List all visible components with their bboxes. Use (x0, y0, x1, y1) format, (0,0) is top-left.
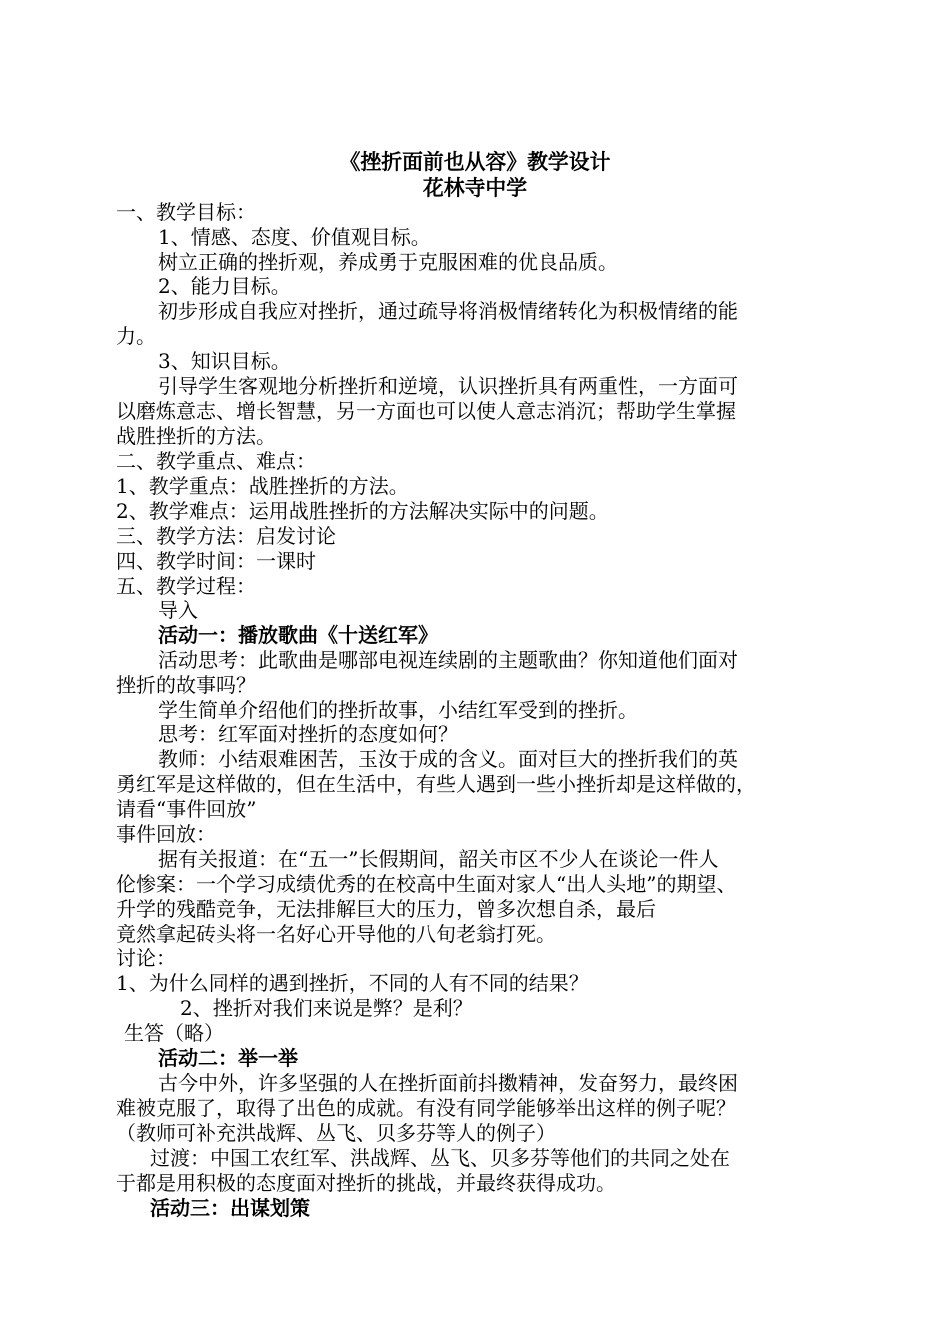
paragraph-line: 讨论： (116, 946, 176, 970)
activity-heading: 活动三：出谋划策 (150, 1196, 310, 1220)
document-title: 《挫折面前也从容》教学设计 (339, 150, 611, 174)
paragraph-line: 难被克服了，取得了出色的成就。有没有同学能够举出这样的例子呢？ (116, 1096, 736, 1120)
paragraph-line: 引导学生客观地分析挫折和逆境，认识挫折具有两重性，一方面可 (158, 374, 738, 398)
paragraph-line: 导入 (158, 598, 198, 622)
section-heading: 五、教学过程： (116, 574, 256, 598)
paragraph-line: 升学的残酷竞争，无法排解巨大的压力，曾多次想自杀，最后 (116, 897, 656, 921)
school-name: 花林寺中学 (422, 176, 528, 200)
paragraph-line: 战胜挫折的方法。 (116, 424, 276, 448)
paragraph-line: 2、挫折对我们来说是弊？是利？ (180, 996, 473, 1020)
paragraph-line: 1、教学重点：战胜挫折的方法。 (116, 474, 409, 498)
paragraph-line: （教师可补充洪战辉、丛飞、贝多芬等人的例子） (116, 1121, 556, 1145)
paragraph-line: 竟然拿起砖头将一名好心开导他的八旬老翁打死。 (116, 922, 556, 946)
section-heading: 一、教学目标： (116, 200, 256, 224)
paragraph-line: 思考：红军面对挫折的态度如何？ (158, 722, 458, 746)
paragraph-line: 过渡：中国工农红军、洪战辉、丛飞、贝多芬等他们的共同之处在 (150, 1146, 730, 1170)
paragraph-line: 1、为什么同样的遇到挫折，不同的人有不同的结果？ (116, 971, 589, 995)
paragraph-line: 伦惨案：一个学习成绩优秀的在校高中生面对家人“出人头地”的期望、 (116, 872, 737, 896)
paragraph-line: 勇红军是这样做的，但在生活中，有些人遇到一些小挫折却是这样做的， (116, 772, 756, 796)
paragraph-line: 请看“事件回放” (116, 797, 257, 821)
paragraph-line: 力。 (116, 324, 156, 348)
sub-heading: 1、情感、态度、价值观目标。 (158, 225, 431, 249)
paragraph-line: 2、教学难点：运用战胜挫折的方法解决实际中的问题。 (116, 499, 609, 523)
paragraph-line: 生答（略） (124, 1021, 224, 1045)
section-heading: 二、教学重点、难点： (116, 449, 316, 473)
section-heading: 四、教学时间：一课时 (116, 549, 316, 573)
paragraph-line: 事件回放： (116, 822, 216, 846)
sub-heading: 3、知识目标。 (158, 349, 291, 373)
paragraph-line: 树立正确的挫折观，养成勇于克服困难的优良品质。 (158, 250, 618, 274)
activity-heading: 活动二：举一举 (158, 1046, 298, 1070)
section-heading: 三、教学方法：启发讨论 (116, 524, 336, 548)
paragraph-line: 挫折的故事吗？ (116, 673, 256, 697)
paragraph-line: 以磨炼意志、增长智慧，另一方面也可以使人意志消沉；帮助学生掌握 (116, 399, 736, 423)
paragraph-line: 活动思考：此歌曲是哪部电视连续剧的主题歌曲？你知道他们面对 (158, 648, 738, 672)
paragraph-line: 教师：小结艰难困苦，玉汝于成的含义。面对巨大的挫折我们的英 (158, 747, 738, 771)
activity-heading: 活动一：播放歌曲《十送红军》 (158, 623, 438, 647)
paragraph-line: 学生简单介绍他们的挫折故事，小结红军受到的挫折。 (158, 698, 638, 722)
sub-heading: 2、能力目标。 (158, 274, 291, 298)
paragraph-line: 初步形成自我应对挫折，通过疏导将消极情绪转化为积极情绪的能 (158, 299, 738, 323)
paragraph-line: 古今中外，许多坚强的人在挫折面前抖擞精神，发奋努力，最终困 (158, 1071, 738, 1095)
paragraph-line: 于都是用积极的态度面对挫折的挑战，并最终获得成功。 (116, 1171, 616, 1195)
paragraph-line: 据有关报道：在“五一”长假期间，韶关市区不少人在谈论一件人 (158, 847, 719, 871)
